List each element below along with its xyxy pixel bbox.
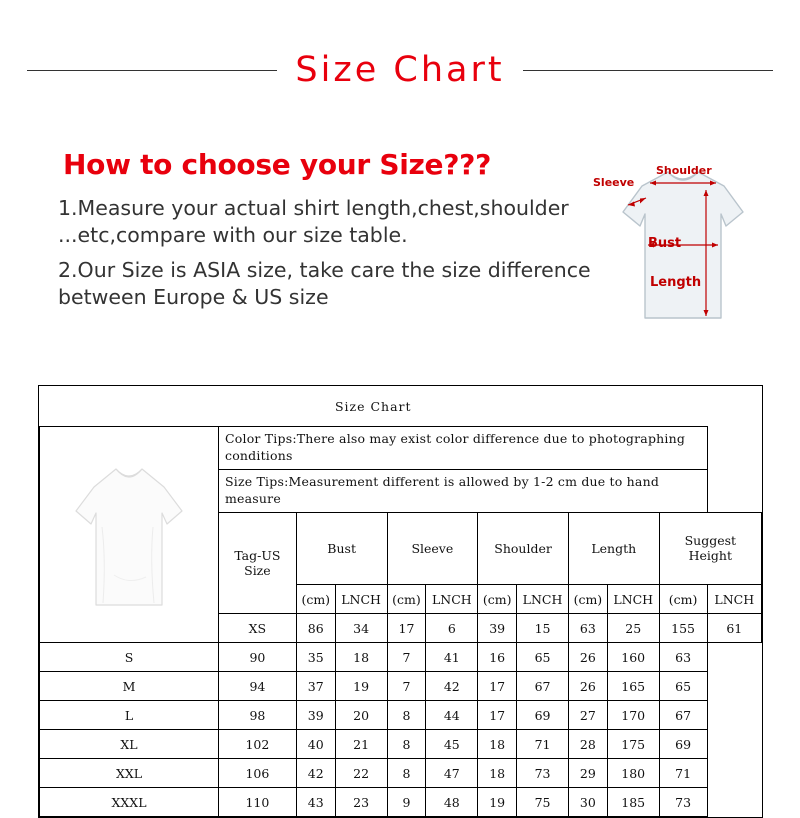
white-tshirt-photo-icon	[54, 435, 204, 635]
header-unit-sleeve-inch: LNCH	[426, 585, 478, 614]
cell-bust-cm: 90	[219, 643, 297, 672]
cell-bust-inch: 43	[296, 788, 335, 817]
table-row	[40, 730, 762, 759]
cell-bust-inch: 37	[296, 672, 335, 701]
cell-height-inch: 71	[659, 759, 707, 788]
cell-length-cm: 67	[517, 672, 569, 701]
cell-shoulder-inch: 16	[478, 643, 517, 672]
cell-length-inch: 28	[568, 730, 607, 759]
diagram-label-sleeve: Sleeve	[593, 176, 635, 189]
how-to-line-2: ...etc,compare with our size table.	[58, 223, 408, 248]
cell-height-inch: 69	[659, 730, 707, 759]
cell-shoulder-cm: 44	[426, 701, 478, 730]
cell-shoulder-inch: 17	[478, 701, 517, 730]
cell-shoulder-inch: 19	[478, 788, 517, 817]
cell-shoulder-cm: 39	[478, 614, 517, 643]
cell-sleeve-cm: 22	[335, 759, 387, 788]
cell-height-cm: 165	[607, 672, 659, 701]
cell-bust-cm: 86	[296, 614, 335, 643]
row-size-label: XXL	[40, 759, 219, 788]
header-tag-us-size: Tag-US Size	[219, 512, 297, 614]
cell-height-inch: 61	[707, 614, 761, 643]
cell-bust-cm: 106	[219, 759, 297, 788]
cell-shoulder-cm: 41	[426, 643, 478, 672]
size-tip-text: Size Tips:Measurement different is allowed by 1-2 cm due to hand measure	[219, 469, 708, 512]
how-to-line-3: 2.Our Size is ASIA size, take care the size difference	[58, 258, 591, 283]
cell-height-cm: 155	[659, 614, 707, 643]
page-title-row	[0, 50, 800, 90]
cell-height-cm: 185	[607, 788, 659, 817]
cell-height-inch: 63	[659, 643, 707, 672]
cell-sleeve-inch: 9	[387, 788, 426, 817]
title-rule-right	[523, 70, 773, 71]
row-size-label: XS	[219, 614, 297, 643]
row-size-label: XL	[40, 730, 219, 759]
product-photo	[40, 427, 218, 642]
how-to-line-1: 1.Measure your actual shirt length,chest,shoulder	[58, 196, 569, 220]
cell-sleeve-inch: 8	[387, 701, 426, 730]
how-to-line-4: between Europe & US size	[58, 285, 329, 310]
header-unit-bust-inch: LNCH	[335, 585, 387, 614]
diagram-label-shoulder: Shoulder	[656, 164, 712, 177]
cell-length-inch: 26	[568, 672, 607, 701]
cell-shoulder-inch: 18	[478, 759, 517, 788]
cell-sleeve-inch: 7	[387, 643, 426, 672]
how-to-choose-section	[58, 148, 618, 311]
cell-bust-inch: 39	[296, 701, 335, 730]
cell-length-inch: 26	[568, 643, 607, 672]
cell-bust-inch: 34	[335, 614, 387, 643]
cell-bust-inch: 42	[296, 759, 335, 788]
cell-shoulder-cm: 47	[426, 759, 478, 788]
cell-height-inch: 73	[659, 788, 707, 817]
header-group-shoulder: Shoulder	[478, 512, 569, 585]
cell-shoulder-inch: 17	[478, 672, 517, 701]
cell-shoulder-cm: 48	[426, 788, 478, 817]
cell-sleeve-inch: 8	[387, 759, 426, 788]
size-chart-table-container	[38, 385, 763, 818]
header-unit-shoulder-cm: (cm)	[478, 585, 517, 614]
cell-height-cm: 180	[607, 759, 659, 788]
header-group-suggest-height: Suggest Height	[659, 512, 761, 585]
cell-length-inch: 27	[568, 701, 607, 730]
header-unit-height-cm: (cm)	[659, 585, 707, 614]
cell-bust-inch: 35	[296, 643, 335, 672]
cell-length-cm: 75	[517, 788, 569, 817]
row-size-label: S	[40, 643, 219, 672]
cell-sleeve-cm: 23	[335, 788, 387, 817]
diagram-label-bust: Bust	[648, 236, 682, 251]
cell-shoulder-cm: 42	[426, 672, 478, 701]
cell-length-inch: 30	[568, 788, 607, 817]
cell-length-cm: 73	[517, 759, 569, 788]
cell-sleeve-cm: 17	[387, 614, 426, 643]
product-photo-cell	[40, 427, 219, 643]
cell-bust-cm: 102	[219, 730, 297, 759]
header-unit-bust-cm: (cm)	[296, 585, 335, 614]
how-to-heading: How to choose your Size???	[63, 148, 492, 181]
header-group-bust: Bust	[296, 512, 387, 585]
cell-bust-inch: 40	[296, 730, 335, 759]
cell-length-cm: 63	[568, 614, 607, 643]
size-chart-title: Size Chart	[40, 386, 708, 427]
table-row	[40, 643, 762, 672]
size-chart-table	[39, 386, 762, 817]
page-title: Size Chart	[295, 50, 505, 90]
cell-length-cm: 71	[517, 730, 569, 759]
cell-height-cm: 175	[607, 730, 659, 759]
tshirt-measurement-diagram	[580, 150, 785, 350]
diagram-label-length: Length	[650, 275, 702, 290]
table-row	[40, 701, 762, 730]
cell-sleeve-cm: 18	[335, 643, 387, 672]
cell-height-cm: 170	[607, 701, 659, 730]
cell-sleeve-cm: 21	[335, 730, 387, 759]
table-row	[40, 672, 762, 701]
cell-bust-cm: 98	[219, 701, 297, 730]
color-tip-row	[40, 427, 762, 470]
table-title-row	[40, 386, 762, 427]
cell-length-cm: 69	[517, 701, 569, 730]
row-size-label: M	[40, 672, 219, 701]
cell-bust-cm: 94	[219, 672, 297, 701]
cell-length-cm: 65	[517, 643, 569, 672]
header-unit-height-inch: LNCH	[707, 585, 761, 614]
cell-shoulder-inch: 18	[478, 730, 517, 759]
cell-height-inch: 65	[659, 672, 707, 701]
cell-length-inch: 29	[568, 759, 607, 788]
header-unit-length-cm: (cm)	[568, 585, 607, 614]
cell-shoulder-inch: 15	[517, 614, 569, 643]
header-unit-shoulder-inch: LNCH	[517, 585, 569, 614]
table-row	[40, 788, 762, 817]
cell-shoulder-cm: 45	[426, 730, 478, 759]
header-group-length: Length	[568, 512, 659, 585]
cell-height-cm: 160	[607, 643, 659, 672]
cell-length-inch: 25	[607, 614, 659, 643]
header-unit-sleeve-cm: (cm)	[387, 585, 426, 614]
cell-sleeve-inch: 6	[426, 614, 478, 643]
title-rule-left	[27, 70, 277, 71]
color-tip-text: Color Tips:There also may exist color difference due to photographing conditions	[219, 427, 708, 470]
cell-height-inch: 67	[659, 701, 707, 730]
cell-sleeve-inch: 7	[387, 672, 426, 701]
cell-sleeve-cm: 20	[335, 701, 387, 730]
header-unit-length-inch: LNCH	[607, 585, 659, 614]
header-group-sleeve: Sleeve	[387, 512, 478, 585]
row-size-label: L	[40, 701, 219, 730]
table-row	[40, 759, 762, 788]
cell-sleeve-inch: 8	[387, 730, 426, 759]
cell-bust-cm: 110	[219, 788, 297, 817]
row-size-label: XXXL	[40, 788, 219, 817]
cell-sleeve-cm: 19	[335, 672, 387, 701]
